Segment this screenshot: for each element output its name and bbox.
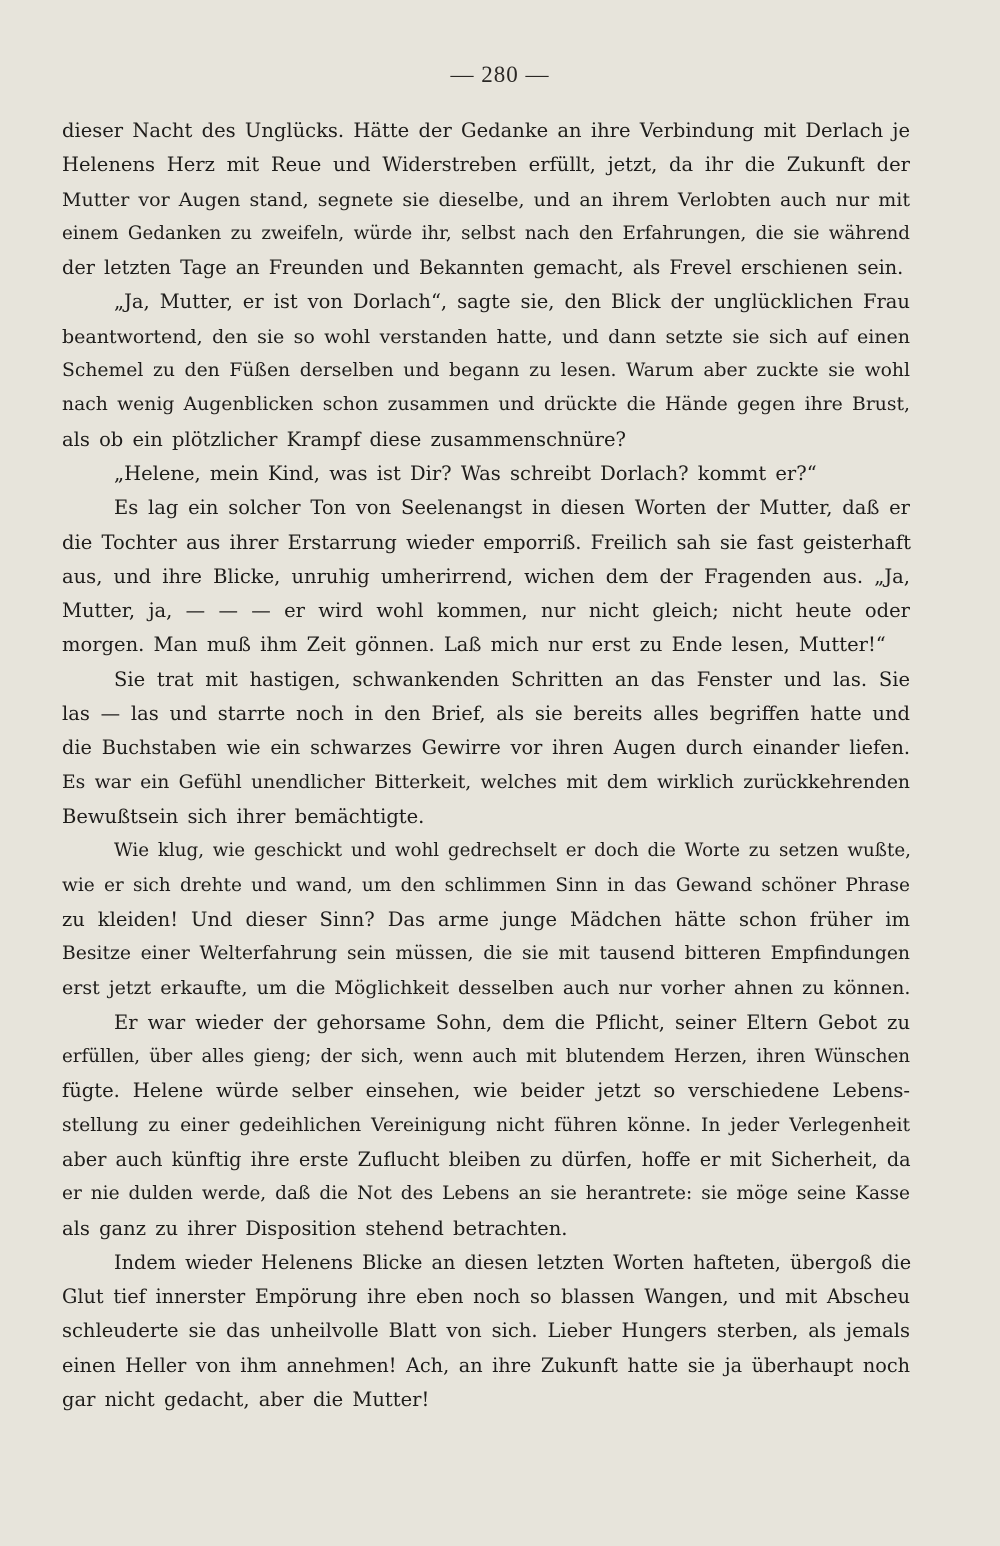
text-line: schleuderte sie das unheilvolle Blatt von sich. Lieber Hungers sterben, als jemals (62, 1319, 910, 1343)
text-line: Wie klug, wie geschickt und wohl gedrechselt er doch die Worte zu setzen wußte, (114, 840, 911, 862)
text-line: Helenens Herz mit Reue und Widerstreben erfüllt, jetzt, da ihr die Zukunft der (62, 153, 910, 177)
text-line: fügte. Helene würde selber einsehen, wie beider jetzt so verschiedene Lebens- (62, 1079, 910, 1103)
text-line: Mutter vor Augen stand, segnete sie dieselbe, und an ihrem Verlobten auch nur mit (62, 188, 910, 211)
text-line: als ganz zu ihrer Disposition stehend betrachten. (62, 1216, 568, 1240)
text-line: erfüllen, über alles gieng; der sich, wenn auch mit blutendem Herzen, ihren Wünschen (62, 1046, 910, 1068)
text-line: Er war wieder der gehorsame Sohn, dem die Pflicht, seiner Eltern Gebot zu (114, 1010, 910, 1034)
text-line: „Helene, mein Kind, was ist Dir? Was schreibt Dorlach? kommt er?“ (114, 461, 817, 485)
text-line: aus, und ihre Blicke, unruhig umherirrend, wichen dem der Fragenden aus. „Ja, (62, 564, 910, 588)
text-line: als ob ein plötzlicher Krampf diese zusammenschnüre? (62, 427, 626, 451)
text-line: dieser Nacht des Unglücks. Hätte der Gedanke an ihre Verbindung mit Derlach je (62, 119, 910, 142)
text-line: „Ja, Mutter, er ist von Dorlach“, sagte sie, den Blick der unglücklichen Frau (114, 290, 910, 314)
text-line: Bewußtsein sich ihrer bemächtigte. (62, 804, 425, 828)
text-line: Mutter, ja, — — — er wird wohl kommen, nur nicht gleich; nicht heute oder (62, 599, 910, 623)
text-line: stellung zu einer gedeihlichen Vereinigung nicht führen könne. In jeder Verlegenheit (62, 1114, 910, 1136)
text-line: aber auch künftig ihre erste Zuflucht bleiben zu dürfen, hoffe er mit Sicherheit, da (62, 1147, 911, 1171)
text-line: erst jetzt erkaufte, um die Möglichkeit desselben auch nur vorher ahnen zu können. (62, 977, 911, 1000)
text-line: er nie dulden werde, daß die Not des Lebens an sie herantrete: sie möge seine Kasse (62, 1183, 910, 1205)
text-line: der letzten Tage an Freunden und Bekannten gemacht, als Frevel erschienen sein. (62, 256, 904, 280)
text-line: Sie trat mit hastigen, schwankenden Schritten an das Fenster und las. Sie (114, 667, 910, 691)
text-line: die Buchstaben wie ein schwarzes Gewirre vor ihren Augen durch einander liefen. (62, 736, 910, 760)
text-line: einen Heller von ihm annehmen! Ach, an ihre Zukunft hatte sie ja überhaupt noch (62, 1353, 910, 1377)
text-line: einem Gedanken zu zweifeln, würde ihr, selbst nach den Erfahrungen, die sie während (62, 222, 910, 244)
text-line: gar nicht gedacht, aber die Mutter! (62, 1387, 430, 1411)
text-line: wie er sich drehte und wand, um den schlimmen Sinn in das Gewand schöner Phrase (62, 874, 910, 896)
text-line: las — las und starrte noch in den Brief, als sie bereits alles begriffen hatte und (62, 702, 910, 726)
text-line: Indem wieder Helenens Blicke an diesen letzten Worten hafteten, übergoß die (114, 1250, 912, 1274)
text-line: Es war ein Gefühl unendlicher Bitterkeit, welches mit dem wirklich zurückkehrenden (62, 771, 910, 793)
text-line: zu kleiden! Und dieser Sinn? Das arme junge Mädchen hätte schon früher im (62, 907, 910, 931)
page-number: — 280 — (450, 62, 550, 87)
text-line: nach wenig Augenblicken schon zusammen und drückte die Hände gegen ihre Brust, (62, 394, 910, 416)
text-line: morgen. Man muß ihm Zeit gönnen. Laß mich nur erst zu Ende lesen, Mutter!“ (62, 633, 886, 657)
text-line: die Tochter aus ihrer Erstarrung wieder emporriß. Freilich sah sie fast geisterhaft (62, 530, 911, 554)
text-line: Schemel zu den Füßen derselben und begann zu lesen. Warum aber zuckte sie wohl (62, 360, 910, 382)
text-line: Glut tief innerster Empörung ihre eben noch so blassen Wangen, und mit Abscheu (62, 1285, 910, 1309)
text-line: Es lag ein solcher Ton von Seelenangst in diesen Worten der Mutter, daß er (114, 496, 910, 520)
text-line: Besitze einer Welterfahrung sein müssen, die sie mit tausend bitteren Empfindungen (62, 943, 910, 965)
text-body (62, 114, 910, 1417)
text-line: beantwortend, den sie so wohl verstanden hatte, und dann setzte sie sich auf einen (62, 325, 910, 348)
